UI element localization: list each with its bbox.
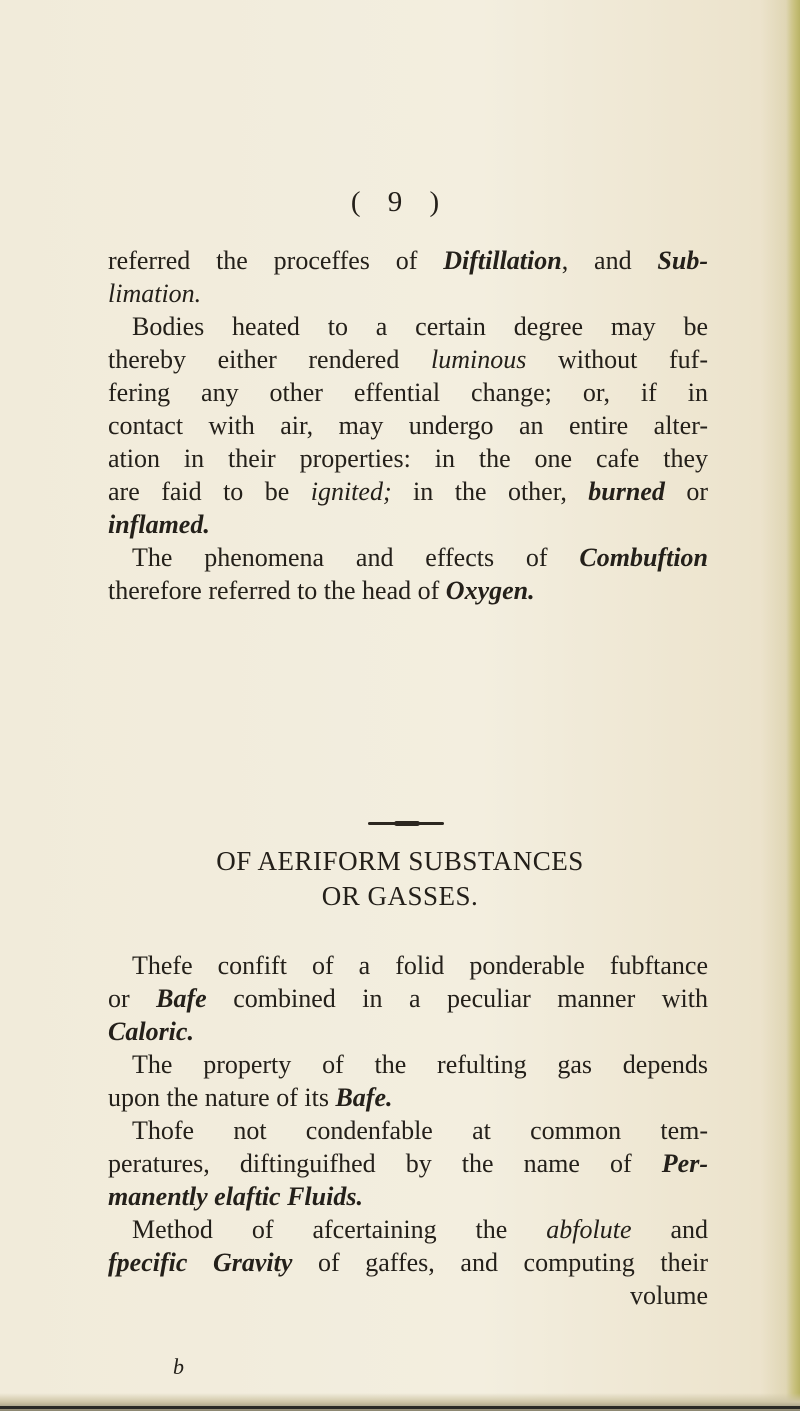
text-line: therefore referred to the head of Oxygen. — [108, 576, 535, 605]
text-line: Method of afcertaining the abfolute and — [132, 1215, 708, 1244]
text-line: are faid to be ignited; in the other, burned or — [108, 477, 708, 506]
text-line: referred the proceffes of Diftillation, and Sub- — [108, 246, 708, 275]
section-heading-continued: OR GASSES. — [321, 881, 479, 911]
text-line: Thefe confift of a folid ponderable fubftance — [132, 951, 708, 980]
section-heading: OF AERIFORM SUBSTANCES — [216, 846, 584, 876]
text-line: inflamed. — [108, 510, 210, 539]
text-line: Caloric. — [108, 1017, 194, 1046]
section-divider — [368, 822, 444, 825]
paragraph-block-a — [108, 244, 708, 607]
text-line: Bodies heated to a certain degree may be — [132, 312, 708, 341]
text-line: thereby either rendered luminous without fuf- — [108, 345, 708, 374]
signature-mark: b — [173, 1354, 184, 1379]
text-line: peratures, diftinguifhed by the name of Per- — [108, 1149, 708, 1178]
text-line: or Bafe combined in a peculiar manner with — [108, 984, 708, 1013]
text-line: limation. — [108, 279, 202, 308]
page-bottom-border — [0, 1406, 800, 1409]
text-line: contact with air, may undergo an entire alter- — [108, 411, 708, 440]
catchword: volume — [630, 1281, 708, 1310]
text-line: fering any other effential change; or, if in — [108, 378, 708, 407]
paragraph-block-b — [108, 949, 708, 1312]
text-line: fpecific Gravity of gaffes, and computing their — [108, 1248, 708, 1277]
text-line: The property of the refulting gas depends — [132, 1050, 708, 1079]
text-line: manently elaftic Fluids. — [108, 1182, 363, 1211]
text-line: Thofe not condenfable at common tem- — [132, 1116, 708, 1145]
text-line: The phenomena and effects of Combuftion — [132, 543, 708, 572]
text-line: ation in their properties: in the one cafe they — [108, 444, 708, 473]
text-line: upon the nature of its Bafe. — [108, 1083, 393, 1112]
page-number: ( 9 ) — [350, 186, 450, 218]
